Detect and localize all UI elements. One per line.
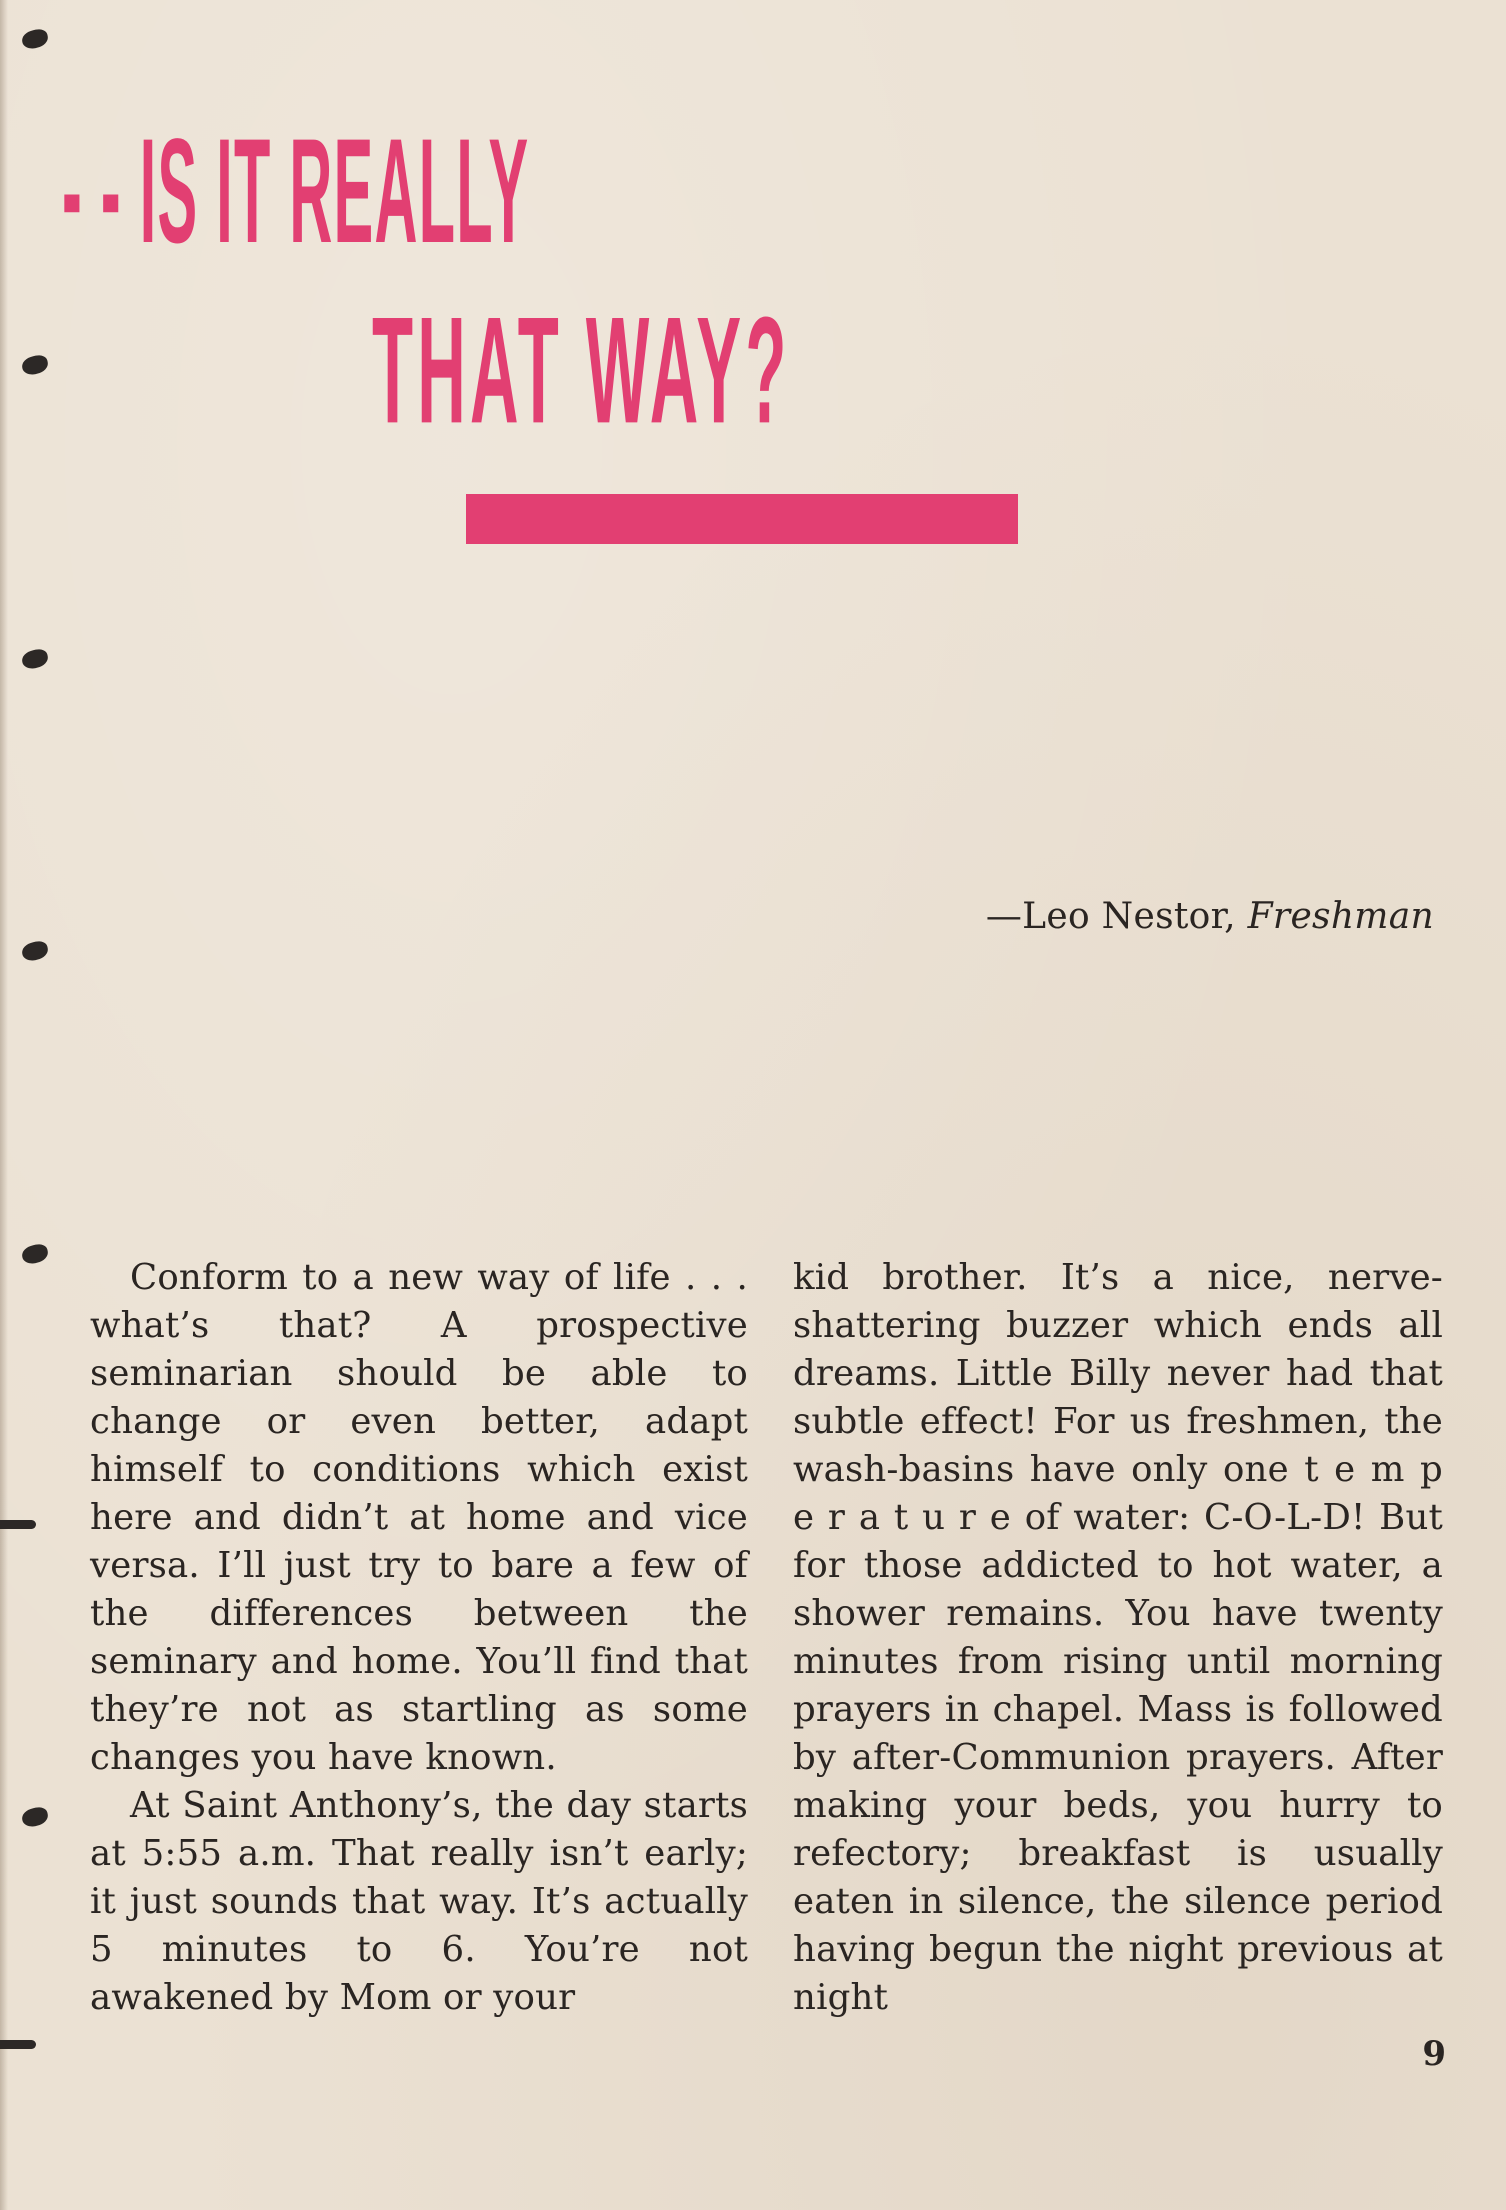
punch-hole [20, 353, 49, 376]
punch-hole [20, 1805, 49, 1828]
article-column-right [793, 1254, 1443, 2022]
paragraph: kid brother. It’s a nice, nerve-shattering buzzer which ends all dreams. Little Billy never had that subtle effect! For us freshmen, the wash-basins have only one t e m p e r a t u r e of water: C-O-L-D! But for those addicted to hot water, a shower remains. You have twenty minutes from rising until morning prayers in chapel. Mass is followed by after-Communion prayers. After making your beds, you hurry to refectory; breakfast is usually eaten in silence, the silence period having begun the night previous at night [793, 1257, 1443, 2018]
paragraph: Conform to a new way of life . . . what’s that? A prospective seminarian should be able to change or even better, adapt himself to conditions which exist here and didn’t at home and vice versa. I’ll just try to bare a few of the differences between the seminary and home. You’ll find that they’re not as startling as some changes you have known. [90, 1257, 748, 1778]
headline-line-1: - - IS IT REALLY [62, 108, 530, 275]
punch-hole [20, 647, 49, 670]
punch-hole [20, 939, 49, 962]
article-column-left [90, 1254, 748, 2022]
headline-line-2: THAT WAY? [372, 286, 791, 456]
paragraph: At Saint Anthony’s, the day starts at 5:55 a.m. That really isn’t early; it just sounds that way. It’s actually 5 minutes to 6. You’re not awakened by Mom or your [90, 1785, 748, 2018]
punch-hole [20, 27, 49, 50]
title-underline-bar [466, 494, 1018, 544]
byline-author: —Leo Nestor, [985, 896, 1236, 937]
punch-hole [20, 1242, 49, 1265]
binding-edge-shadow [0, 0, 8, 2210]
binding-tab [0, 2040, 36, 2049]
binding-tab [0, 1520, 36, 1529]
byline-role: Freshman [1247, 896, 1434, 937]
page-number: 9 [1422, 2034, 1446, 2074]
byline [986, 896, 1434, 937]
